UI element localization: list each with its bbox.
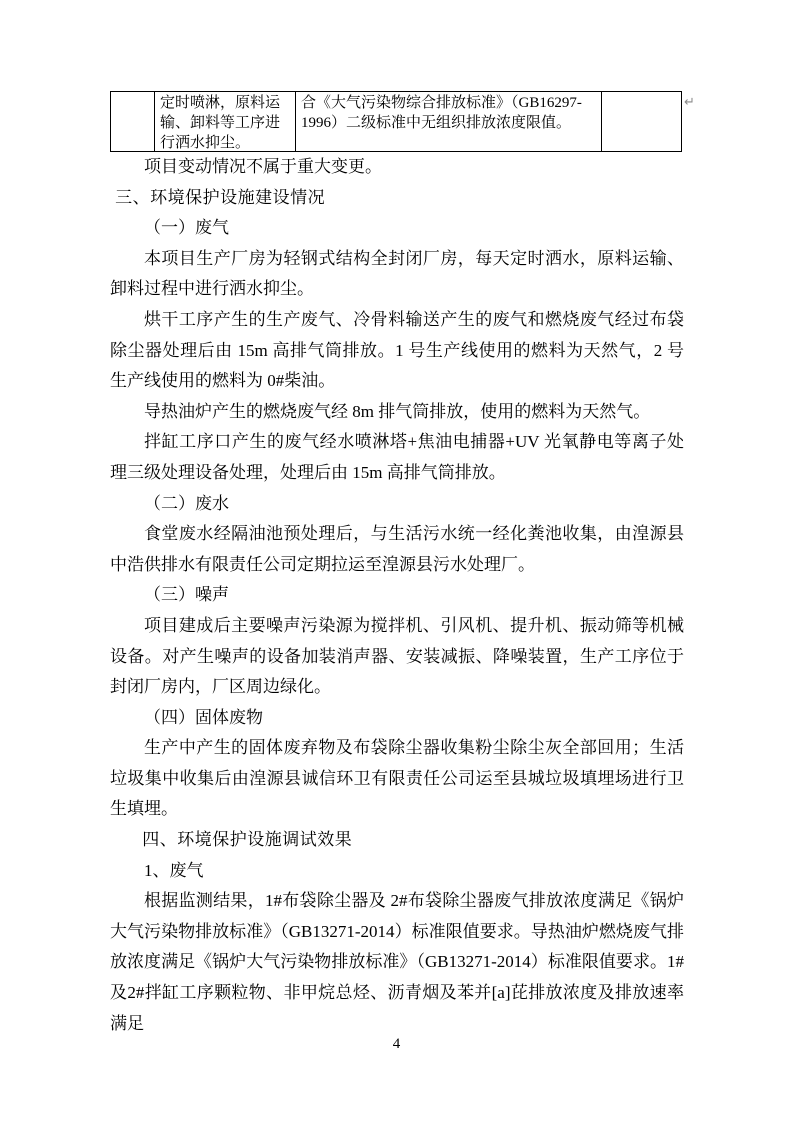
paragraph-canteen-wastewater: 食堂废水经隔油池预处理后，与生活污水统一经化粪池收集，由湟源县中浩供排水有限责任公司定期拉运至湟源县污水处理厂。 [110, 524, 684, 574]
paragraph-mixing-process: 拌缸工序口产生的废气经水喷淋塔+焦油电捕器+UV 光氧静电等离子处理三级处理设备处理，处理后由 15m 高排气筒排放。 [110, 432, 684, 482]
table-cell-measure: 定时喷淋，原料运输、卸料等工序进行洒水抑尘。 [154, 92, 295, 151]
page-number: 4 [392, 1036, 401, 1052]
subsection-waste-gas: （一）废气 [144, 218, 229, 238]
table-cell-empty-right [601, 92, 681, 151]
table-cell-standard: 合《大气污染物综合排放标准》（GB16297-1996）二级标准中无组织排放浓度限值。 [295, 92, 601, 151]
paragraph-noise-sources: 项目建成后主要噪声污染源为搅拌机、引风机、提升机、振动筛等机械设备。对产生噪声的设备加装消声器、安装减振、降噪装置，生产工序位于封闭厂房内，厂区周边绿化。 [110, 615, 684, 697]
paragraph-workshop: 本项目生产厂房为轻钢式结构全封闭厂房，每天定时洒水，原料运输、卸料过程中进行洒水抑尘。 [110, 248, 684, 299]
paragraph-heat-oil-furnace: 导热油炉产生的燃烧废气经 8m 排气筒排放，使用的燃料为天然气。 [144, 401, 651, 421]
subsection-waste-gas-result: 1、废气 [144, 860, 204, 880]
document-body [110, 152, 684, 1039]
subsection-solid-waste: （四）固体废物 [144, 707, 263, 727]
subsection-waste-water: （二）废水 [144, 493, 229, 513]
subsection-noise: （三）噪声 [144, 585, 229, 605]
section-heading-4: 四、环境保护设施调试效果 [142, 830, 353, 850]
section-heading-3: 三、环境保护设施建设情况 [115, 187, 326, 207]
paragraph-change-note: 项目变动情况不属于重大变更。 [144, 157, 382, 176]
paragraph-mark-icon: ↵ [684, 95, 695, 110]
paragraph-solid-waste: 生产中产生的固体废弃物及布袋除尘器收集粉尘除尘灰全部回用；生活垃圾集中收集后由湟源县诚信环卫有限责任公司运至县城垃圾填埋场进行卫生填埋。 [110, 738, 684, 819]
measures-table [110, 91, 682, 152]
paragraph-drying-process: 烘干工序产生的生产废气、冷骨料输送产生的废气和燃烧废气经过布袋除尘器处理后由 15m 高排气筒排放。1 号生产线使用的燃料为天然气，2 号生产线使用的燃料为 0#柴油。 [110, 309, 684, 391]
paragraph-monitoring-result: 根据监测结果，1#布袋除尘器及 2#布袋除尘器废气排放浓度满足《锅炉大气污染物排放标准》（GB13271-2014）标准限值要求。导热油炉燃烧废气排放浓度满足《锅炉大气污染物排放标准》（GB13271-2014）标准限值要求。1#及2#拌缸工序颗粒物、非甲烷总烃、沥青烟及苯并[a]芘排放浓度及排放速率满足 [110, 891, 684, 1033]
table-cell-empty-left [111, 92, 154, 151]
